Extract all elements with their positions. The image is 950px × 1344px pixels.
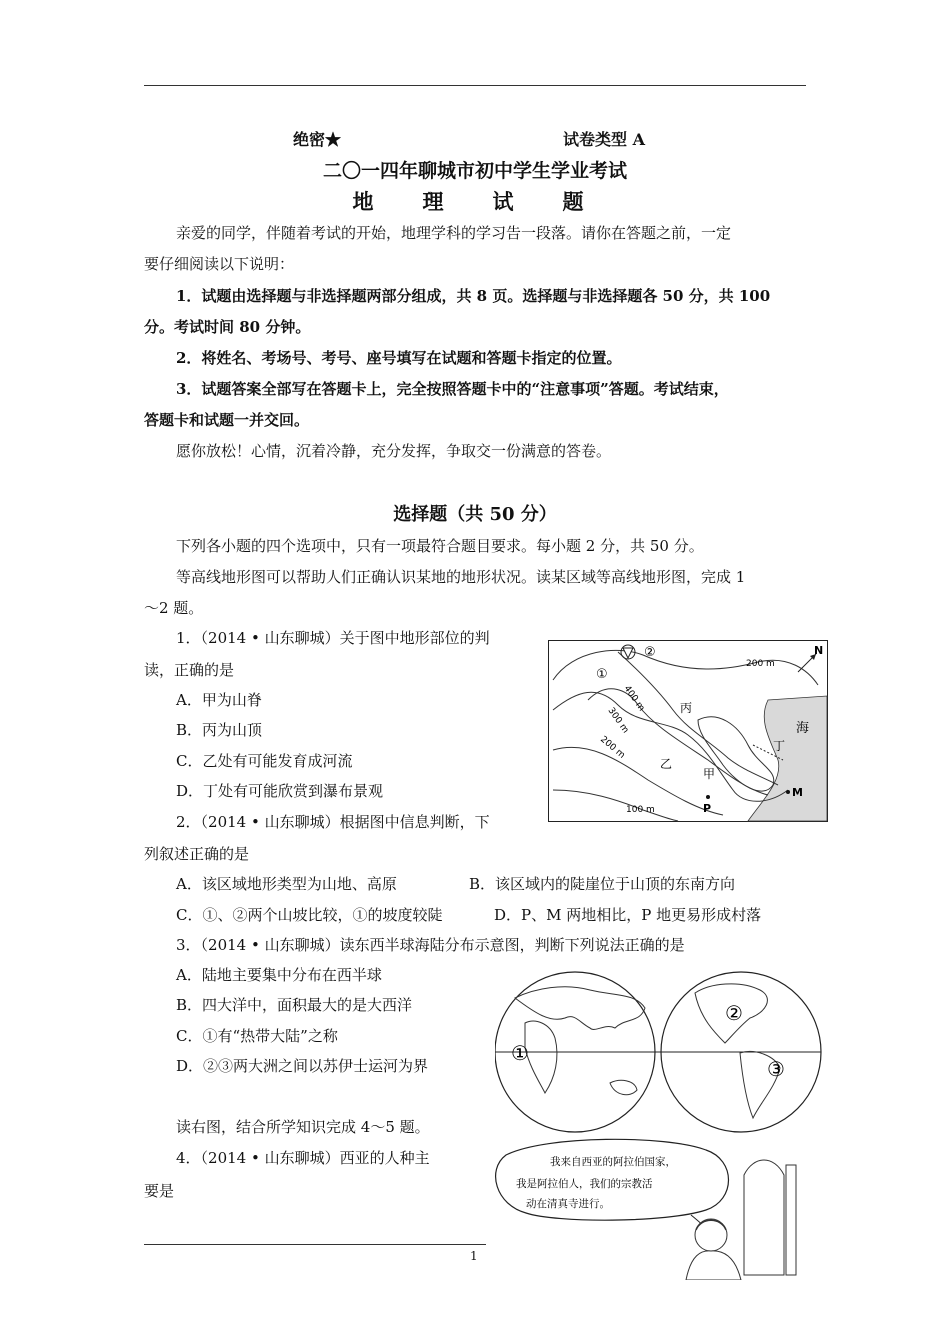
- notice-1-cont: 分。考试时间 80 分钟。: [144, 318, 311, 336]
- lead-4-5: 读右图，结合所学知识完成 4～5 题。: [176, 1118, 430, 1136]
- q3-stem: 3．（2014 • 山东聊城）读东西半球海陆分布示意图，判断下列说法正确的是: [176, 936, 685, 954]
- sea-label: 海: [796, 721, 810, 736]
- north-label: N: [814, 644, 824, 657]
- subject-title: 地 理 试 题: [352, 189, 598, 214]
- label-ding: 丁: [773, 739, 786, 753]
- footer-rule: [144, 1244, 486, 1245]
- q4-stem-cont: 要是: [144, 1182, 175, 1200]
- label-bing: 丙: [680, 701, 693, 715]
- q3-option-c: C．①有“热带大陆”之称: [176, 1027, 338, 1045]
- q1-option-b: B．丙为山顶: [176, 721, 263, 739]
- q1-option-c: C．乙处有可能发育成河流: [176, 752, 353, 770]
- q3-option-b: B．四大洋中，面积最大的是大西洋: [176, 996, 413, 1014]
- q1-stem-cont: 读，正确的是: [144, 661, 235, 679]
- page-number: 1: [470, 1249, 478, 1263]
- contour-map: [548, 640, 828, 822]
- top-rule: [144, 85, 806, 86]
- label-jia: 甲: [703, 767, 716, 781]
- exam-title: 二〇一四年聊城市初中学生学业考试: [322, 160, 627, 182]
- speech-line-3: 动在清真寺进行。: [526, 1198, 610, 1210]
- label-two: ②: [644, 645, 656, 660]
- intro-line: 要仔细阅读以下说明：: [144, 255, 295, 273]
- q3-option-d: D．②③两大洲之间以苏伊士运河为界: [176, 1057, 429, 1075]
- mosque-dome: [744, 1160, 784, 1275]
- q2-option-c: C．①、②两个山坡比较，①的坡度较陡: [176, 906, 443, 924]
- notice-2: 2．将姓名、考场号、考号、座号填写在试题和答题卡指定的位置。: [176, 349, 622, 367]
- q2-option-d: D．P、M 两地相比，P 地更易形成村落: [494, 906, 762, 924]
- label-one: ①: [596, 667, 608, 682]
- secret-mark: 绝密★: [293, 130, 342, 149]
- wish-line: 愿你放松！心情，沉着冷静，充分发挥，争取交一份满意的答卷。: [176, 442, 612, 460]
- hemisphere-map: [495, 968, 825, 1136]
- cartoon-illustration: [486, 1135, 826, 1280]
- contour-label-200-top: 200 m: [746, 659, 775, 669]
- q2-option-b: B．该区域内的陡崖位于山顶的东南方向: [469, 875, 736, 893]
- q1-option-d: D．丁处有可能欣赏到瀑布景观: [176, 782, 384, 800]
- q1-option-a: A．甲为山脊: [176, 691, 262, 709]
- section-instruction: 下列各小题的四个选项中，只有一项最符合题目要求。每小题 2 分，共 50 分。: [176, 537, 704, 555]
- contour-label-400: 400 m: [621, 683, 647, 714]
- label-m: M: [792, 786, 803, 799]
- notice-3-cont: 答题卡和试题一并交回。: [144, 411, 310, 429]
- minaret: [786, 1165, 796, 1275]
- q1-stem: 1．（2014 • 山东聊城）关于图中地形部位的判: [176, 629, 490, 647]
- notice-3: 3．试题答案全部写在答题卡上，完全按照答题卡中的“注意事项”答题。考试结束，: [176, 380, 729, 398]
- person-body: [686, 1251, 741, 1280]
- lead-1-2: 等高线地形图可以帮助人们正确认识某地的地形状况。读某区域等高线地形图，完成 1: [176, 568, 746, 586]
- label-yi: 乙: [660, 757, 673, 771]
- q2-stem: 2．（2014 • 山东聊城）根据图中信息判断，下: [176, 813, 490, 831]
- speech-line-2: 我是阿拉伯人，我们的宗教活: [516, 1178, 653, 1190]
- notice-1: 1．试题由选择题与非选择题两部分组成，共 8 页。选择题与非选择题各 50 分，共 100: [176, 287, 771, 305]
- lead-1-2-cont: ～2 题。: [144, 599, 204, 617]
- marker-two: ②: [725, 1001, 743, 1025]
- marker-three: ③: [767, 1057, 785, 1081]
- q2-option-a: A．该区域地形类型为山地、高原: [176, 875, 397, 893]
- contour-label-300: 300 m: [605, 705, 631, 736]
- q3-option-a: A．陆地主要集中分布在西半球: [176, 966, 382, 984]
- intro-line: 亲爱的同学，伴随着考试的开始，地理学科的学习告一段落。请你在答题之前，一定: [176, 224, 732, 242]
- speech-line-1: 我来自西亚的阿拉伯国家，: [550, 1156, 676, 1168]
- marker-one: ①: [511, 1041, 529, 1065]
- q2-stem-cont: 列叙述正确的是: [144, 845, 250, 863]
- label-p: P: [703, 802, 712, 815]
- contour-label-200: 200 m: [598, 734, 627, 761]
- paper-type: 试卷类型 A: [563, 130, 645, 149]
- contour-label-100: 100 m: [626, 805, 655, 815]
- q4-stem: 4．（2014 • 山东聊城）西亚的人种主: [176, 1149, 430, 1167]
- section-title: 选择题（共 50 分）: [393, 504, 557, 525]
